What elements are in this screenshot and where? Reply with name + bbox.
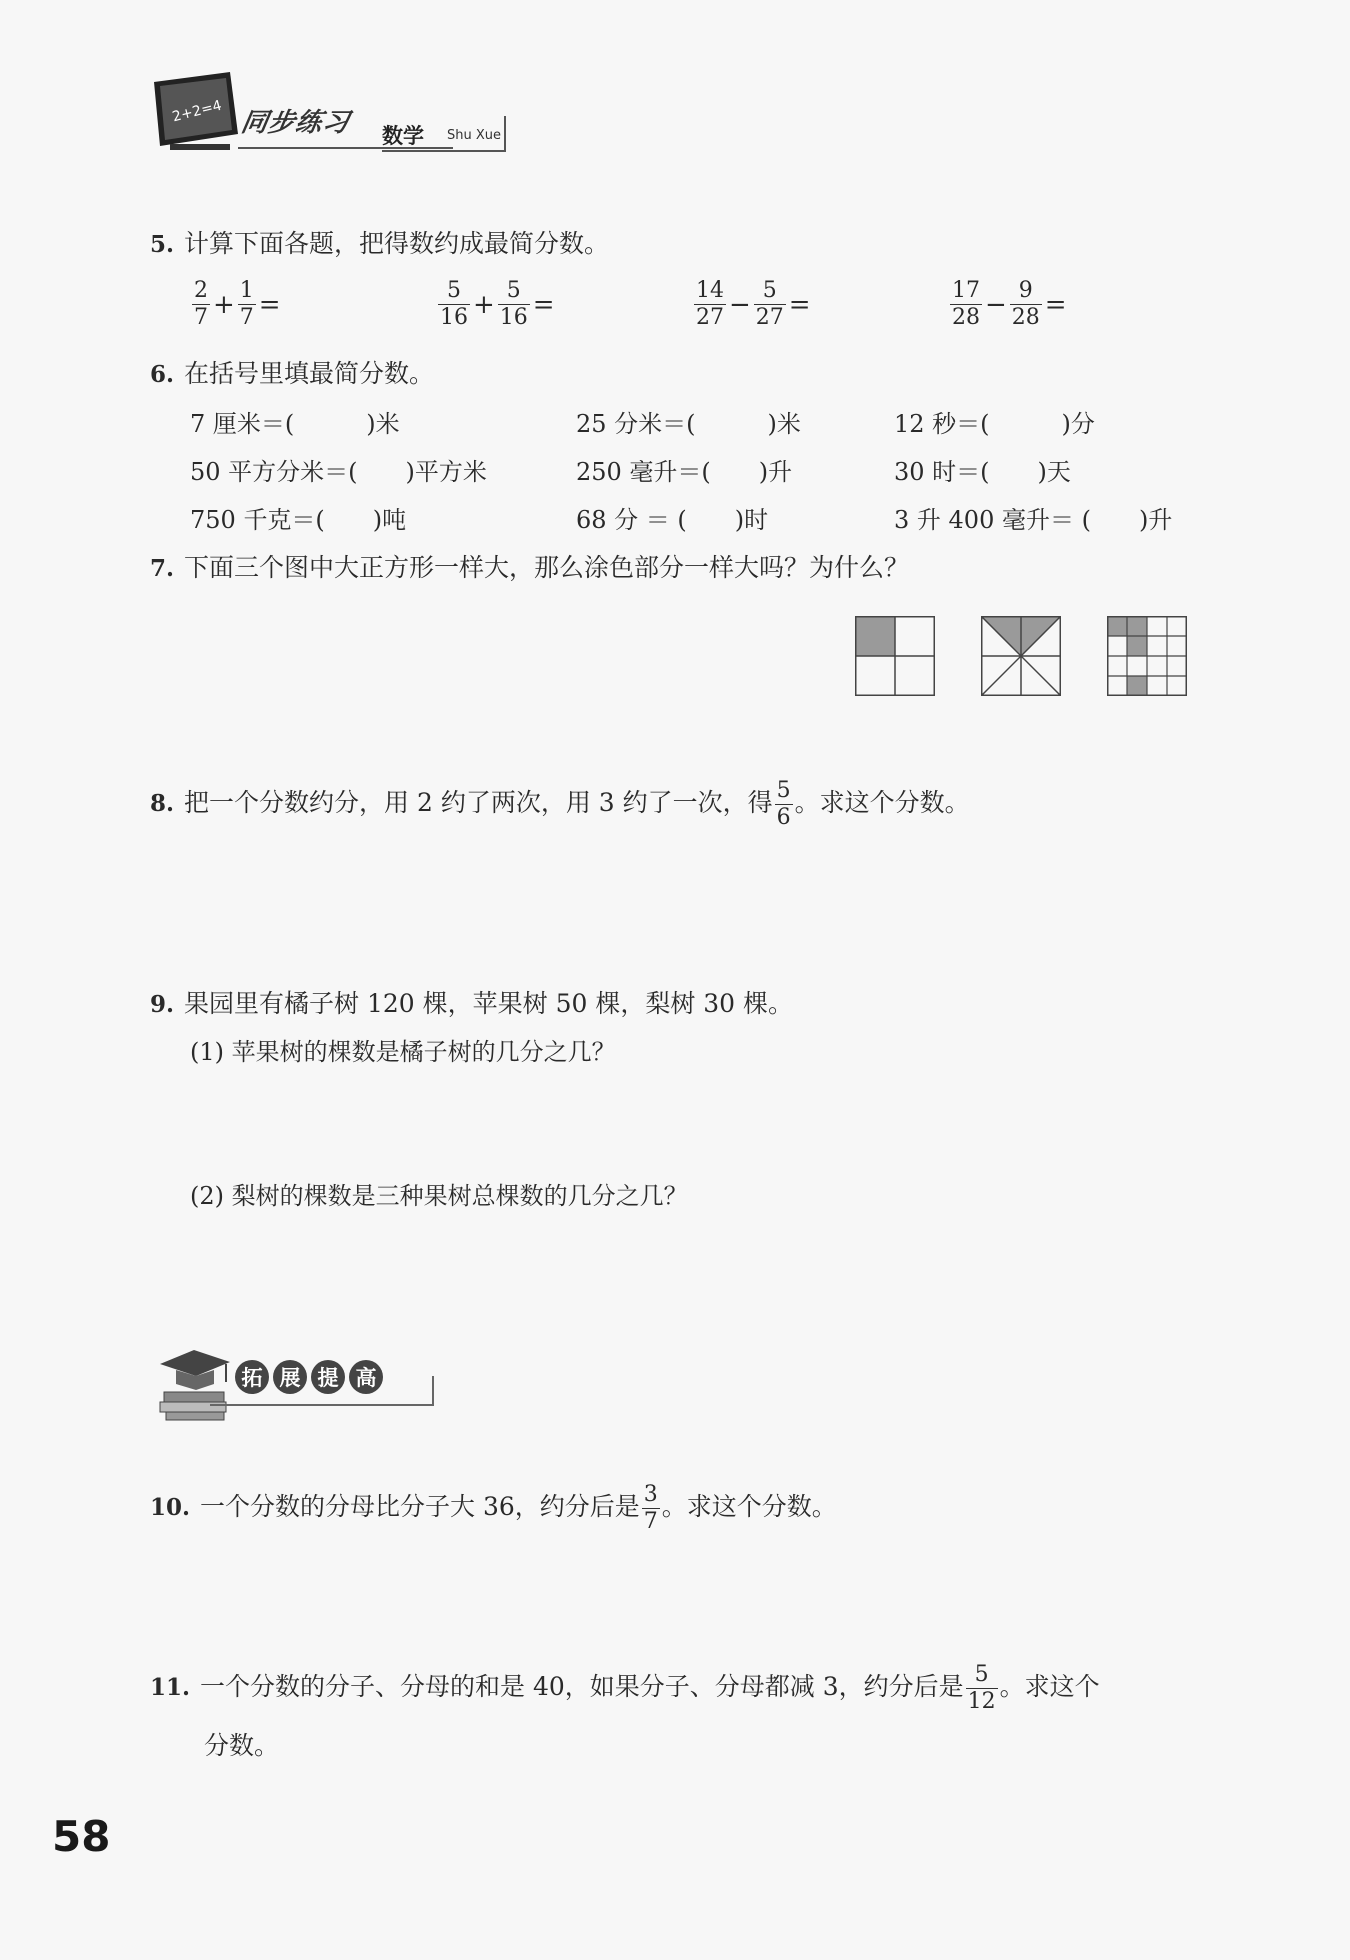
question-text: 把一个分数约分，用 2 约了两次，用 3 约了一次，得: [184, 788, 773, 817]
section-header-extension: [150, 1340, 440, 1425]
question-text-end: 。求这个分数。: [794, 788, 970, 817]
subject-pinyin: Shu Xue: [447, 128, 502, 143]
question-text: 下面三个图中大正方形一样大，那么涂色部分一样大吗？为什么？: [184, 553, 910, 582]
numerator: 14: [696, 278, 724, 303]
section-char: 高: [349, 1360, 383, 1394]
figure-square-sixteenths: [1107, 616, 1187, 696]
section-char: 提: [311, 1360, 345, 1394]
denominator: 7: [643, 1509, 658, 1534]
conversion-item: 30 时＝( )天: [894, 458, 1071, 486]
section-rule: [210, 1404, 432, 1406]
numerator: 5: [762, 278, 777, 303]
conversion-item: 250 毫升＝( )升: [576, 458, 793, 486]
equals-sign: =: [532, 289, 555, 320]
numerator: 1: [239, 278, 254, 303]
question-text: 果园里有橘子树 120 棵，苹果树 50 棵，梨树 30 棵。: [184, 989, 794, 1018]
denominator: 28: [1011, 305, 1040, 330]
fraction: [950, 278, 982, 331]
question-text: 在括号里填最简分数。: [184, 359, 435, 388]
operator: +: [473, 289, 495, 320]
question-number: 6.: [150, 361, 175, 388]
subquestion-1: (1) 苹果树的棵数是橘子树的几分之几？: [190, 1038, 616, 1066]
operator: +: [213, 289, 235, 320]
question-text-end: 。求这个分数。: [661, 1492, 837, 1521]
question-7: [150, 552, 909, 585]
question-6: [150, 358, 434, 391]
denominator: 12: [967, 1689, 996, 1714]
conversion-item: 12 秒＝( )分: [894, 410, 1095, 438]
fraction: [754, 278, 786, 331]
denominator: 7: [194, 305, 208, 330]
figure-square-quarters: [855, 616, 935, 696]
question-number: 9.: [150, 991, 175, 1018]
fraction: [238, 278, 256, 331]
question-5: [150, 228, 609, 261]
subquestion-2: (2) 梨树的棵数是三种果树总棵数的几分之几？: [190, 1182, 688, 1210]
question-number: 5.: [150, 231, 175, 258]
page-number: 58: [52, 1812, 111, 1861]
fraction: [1010, 278, 1042, 331]
operator: −: [729, 289, 751, 320]
section-title: [235, 1360, 383, 1394]
conversion-item: 7 厘米＝( )米: [190, 410, 400, 438]
subject-label: 数学: [382, 124, 424, 148]
denominator: 27: [696, 305, 724, 330]
section-rule-end: [432, 1376, 434, 1406]
section-char: 展: [273, 1360, 307, 1394]
figure-square-eighths: [981, 616, 1061, 696]
section-char: 拓: [235, 1360, 269, 1394]
numerator: 5: [974, 1662, 989, 1687]
numerator: 17: [952, 278, 980, 303]
question-number: 8.: [150, 790, 175, 817]
graduation-cap-books-icon: [150, 1340, 240, 1425]
question-11-line2: 分数。: [204, 1731, 280, 1760]
conversion-item: 25 分米＝( )米: [576, 410, 801, 438]
conversion-item: 68 分 ＝ ( )时: [576, 506, 769, 534]
denominator: 6: [776, 805, 791, 830]
denominator: 27: [755, 305, 784, 330]
fraction: [438, 278, 470, 331]
question-number: 11.: [150, 1674, 191, 1701]
question-8: [150, 778, 970, 831]
question-number: 7.: [150, 555, 175, 582]
blackboard-icon: [150, 72, 242, 154]
page-header: [150, 72, 510, 162]
fraction: [498, 278, 530, 331]
denominator: 28: [952, 305, 980, 330]
brand-title: 同步练习: [238, 108, 353, 138]
question-10: [150, 1482, 837, 1535]
question-number: 10.: [150, 1494, 191, 1521]
fraction: [694, 278, 726, 331]
denominator: 7: [239, 305, 254, 330]
numerator: 3: [643, 1482, 658, 1507]
question-11: [150, 1662, 1100, 1715]
equals-sign: =: [258, 289, 281, 320]
equals-sign: =: [788, 289, 811, 320]
expression-4: [948, 278, 1068, 331]
numerator: 5: [776, 778, 791, 803]
fraction: [192, 278, 210, 331]
expression-2: [436, 278, 556, 331]
denominator: 16: [499, 305, 528, 330]
numerator: 5: [506, 278, 521, 303]
equals-sign: =: [1044, 289, 1067, 320]
numerator: 2: [194, 278, 208, 303]
question-text: 一个分数的分母比分子大 36，约分后是: [200, 1492, 640, 1521]
conversion-item: 50 平方分米＝( )平方米: [190, 458, 487, 486]
numerator: 5: [447, 278, 461, 303]
question-9: [150, 988, 793, 1021]
fraction: [775, 778, 793, 831]
question-text: 一个分数的分子、分母的和是 40，如果分子、分母都减 3，约分后是: [200, 1672, 964, 1701]
question-text-end: 。求这个: [999, 1672, 1100, 1701]
fraction: [642, 1482, 660, 1535]
expression-3: [692, 278, 812, 331]
expression-1: [190, 278, 282, 331]
denominator: 16: [440, 305, 468, 330]
numerator: 9: [1018, 278, 1033, 303]
conversion-item: 750 千克＝( )吨: [190, 506, 407, 534]
conversion-item: 3 升 400 毫升＝ ( )升: [894, 506, 1173, 534]
operator: −: [985, 289, 1007, 320]
fraction: [966, 1662, 998, 1715]
question-text: 计算下面各题，把得数约成最简分数。: [184, 229, 610, 258]
board-text: 2+2=4: [170, 97, 224, 126]
